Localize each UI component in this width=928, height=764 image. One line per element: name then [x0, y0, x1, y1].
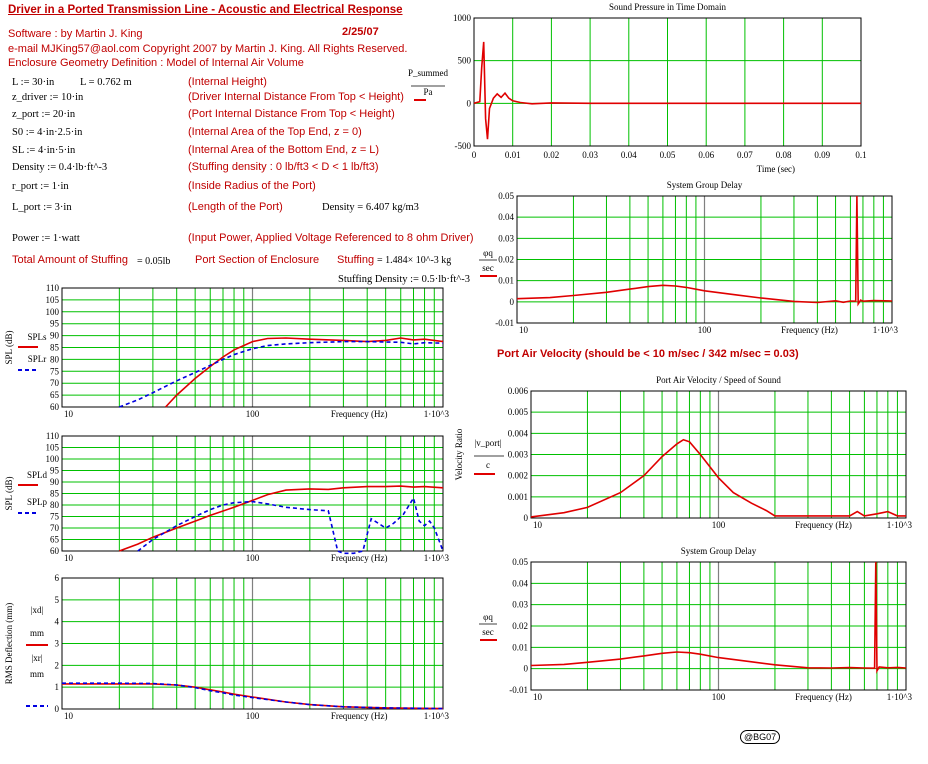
y-axis-label: SPL (dB)	[4, 330, 14, 365]
document-date: 2/25/07	[342, 26, 379, 38]
x-tick-label: 10	[64, 553, 73, 563]
legend-label: mm	[29, 669, 45, 679]
y-tick-label: 95	[50, 318, 59, 329]
x-tick-label: 0.1	[855, 150, 867, 160]
x-tick-label: 10	[519, 325, 528, 335]
param-value: Density = 6.407 kg/m3	[322, 202, 419, 213]
stuffing-label: Stuffing	[337, 254, 375, 266]
x-tick-label: 0.07	[737, 150, 753, 160]
y-tick-label: 0.03	[498, 233, 514, 244]
port-section-label: Port Section of Enclosure	[195, 254, 320, 266]
y-tick-label: 60	[50, 402, 59, 412]
total-stuffing-label: Total Amount of Stuffing	[12, 254, 128, 266]
y-tick-label: 0	[523, 663, 528, 674]
param-value: L = 0.762 m	[80, 77, 132, 88]
chart-spl_2	[4, 431, 449, 563]
y-axis-label: SPL (dB)	[4, 476, 14, 511]
y-tick-label: -500	[454, 141, 471, 151]
legend-label: |xr|	[31, 653, 43, 663]
y-tick-label: 0.03	[512, 599, 528, 610]
y-tick-label: 75	[50, 366, 59, 377]
x-axis-label: Time (sec)	[756, 164, 796, 174]
y-tick-label: 100	[45, 454, 59, 464]
x-axis-label: Frequency (Hz)	[330, 553, 388, 563]
y-tick-label: 0.006	[507, 386, 528, 396]
x-axis-label: Frequency (Hz)	[795, 692, 852, 702]
y-tick-label: 110	[45, 283, 59, 293]
y-tick-label: 0.05	[498, 191, 514, 201]
y-tick-label: 6	[54, 573, 59, 583]
legend-label: |xd|	[30, 605, 44, 615]
email-line: e-mail MJKing57@aol.com Copyright 2007 by Martin J. King. All Rights Reserved.	[8, 43, 408, 55]
y-tick-label: 80	[50, 354, 59, 365]
geometry-line: Enclosure Geometry Definition : Model of Internal Air Volume	[8, 57, 304, 69]
chart-rms_deflection	[4, 573, 449, 721]
y-tick-label: 85	[50, 342, 59, 353]
legend-label: P_summed	[407, 68, 449, 78]
y-tick-label: 0.04	[498, 212, 514, 223]
x-tick-label: 0.09	[814, 150, 831, 160]
x-tick-label: 0.06	[698, 150, 715, 160]
y-axis-label: Velocity Ratio	[454, 428, 464, 481]
chart-group_delay_1	[479, 180, 898, 335]
x-axis-label: Frequency (Hz)	[330, 711, 388, 721]
y-tick-label: 0.01	[498, 275, 514, 286]
x-tick-label: 100	[245, 711, 260, 721]
software-line: Software : by Martin J. King	[8, 28, 143, 40]
y-tick-label: 0.05	[512, 557, 528, 567]
param-description: (Inside Radius of the Port)	[188, 180, 316, 192]
y-tick-label: 4	[54, 616, 59, 627]
y-tick-label: 3	[54, 638, 59, 649]
chart-group_delay_2	[479, 546, 912, 702]
x-tick-label: 1·10^3	[423, 553, 449, 563]
param-expr: r_port := 1·in	[12, 181, 69, 192]
x-tick-label: 0.03	[582, 150, 598, 160]
y-tick-label: 100	[45, 306, 59, 317]
param-expr: L := 30·in	[12, 77, 55, 88]
series-line	[119, 342, 443, 407]
param-description: (Length of the Port)	[188, 201, 283, 213]
y-tick-label: 0.02	[512, 621, 528, 631]
y-tick-label: 0	[509, 296, 514, 307]
y-tick-label: 90	[50, 477, 59, 487]
y-tick-label: 0	[54, 704, 59, 714]
y-tick-label: 0.002	[507, 470, 528, 481]
param-description: (Stuffing density : 0 lb/ft3 < D < 1 lb/ft3)	[188, 161, 379, 173]
x-tick-label: 100	[711, 520, 726, 530]
y-tick-label: 95	[50, 465, 59, 476]
x-tick-label: 10	[533, 692, 542, 702]
legend-label: sec	[482, 627, 494, 637]
x-tick-label: 100	[697, 325, 712, 335]
y-tick-label: 0.01	[512, 642, 528, 653]
y-tick-label: 70	[50, 523, 59, 533]
x-tick-label: 100	[245, 553, 260, 563]
legend-label: |v_port|	[474, 438, 502, 448]
document-title: Driver in a Ported Transmission Line - Acoustic and Electrical Response	[8, 4, 403, 16]
legend-label: Pa	[423, 87, 433, 97]
param-description: (Input Power, Applied Voltage Referenced to 8 ohm Driver)	[188, 232, 474, 244]
total-stuffing-value: = 0.05lb	[137, 256, 171, 267]
x-axis-label: Frequency (Hz)	[781, 325, 838, 335]
y-tick-label: 105	[45, 442, 59, 453]
y-tick-label: 0	[523, 513, 528, 523]
y-tick-label: 0.02	[498, 254, 514, 265]
x-tick-label: 10	[533, 520, 542, 530]
x-tick-label: 1·10^3	[423, 409, 449, 419]
y-tick-label: 0	[466, 98, 471, 109]
param-expr: L_port := 3·in	[12, 202, 72, 213]
legend-label: c	[486, 460, 490, 470]
legend-label: SPLp	[26, 497, 48, 507]
x-axis-label: Frequency (Hz)	[330, 409, 388, 419]
y-tick-label: 1	[54, 682, 59, 693]
param-description: (Internal Area of the Bottom End, z = L)	[188, 144, 380, 156]
series-line	[119, 486, 443, 551]
legend-label: φq	[483, 248, 493, 258]
chart-port_velocity	[454, 375, 912, 530]
x-tick-label: 0	[471, 150, 477, 160]
stuffing-value: = 1.484× 10^-3 kg	[377, 255, 452, 266]
x-tick-label: 1·10^3	[886, 692, 912, 702]
legend-label: SPLr	[27, 354, 47, 364]
x-axis-label: Frequency (Hz)	[795, 520, 852, 530]
x-tick-label: 1·10^3	[872, 325, 898, 335]
param-description: (Port Internal Distance From Top < Height)	[188, 108, 395, 120]
x-tick-label: 10	[64, 409, 73, 419]
legend-label: mm	[29, 628, 45, 638]
y-tick-label: 90	[50, 330, 59, 341]
y-tick-label: 75	[50, 511, 59, 522]
chart-title: Sound Pressure in Time Domain	[608, 2, 727, 12]
param-expr: Power := 1·watt	[12, 233, 80, 244]
y-tick-label: 105	[45, 294, 59, 305]
y-tick-label: -0.01	[509, 685, 528, 695]
chart-sound_pressure	[408, 2, 867, 174]
y-tick-label: 110	[45, 431, 59, 441]
port-velocity-note: Port Air Velocity (should be < 10 m/sec / 342 m/sec = 0.03)	[497, 348, 799, 360]
y-tick-label: 0.005	[507, 407, 528, 418]
y-tick-label: 70	[50, 378, 59, 389]
param-description: (Internal Height)	[188, 76, 267, 88]
x-tick-label: 100	[711, 692, 726, 702]
y-tick-label: 0.001	[507, 491, 528, 502]
param-expr: z_driver := 10·in	[12, 92, 84, 103]
chart-title: Port Air Velocity / Speed of Sound	[656, 375, 781, 385]
y-tick-label: 85	[50, 488, 59, 499]
y-tick-label: 0.04	[512, 578, 528, 589]
x-tick-label: 1·10^3	[886, 520, 912, 530]
stuffing-density: Stuffing Density := 0.5·lb·ft^-3	[338, 274, 470, 285]
chart-title: System Group Delay	[680, 546, 757, 556]
x-tick-label: 1·10^3	[423, 711, 449, 721]
y-tick-label: 1000	[453, 13, 471, 23]
y-tick-label: 65	[50, 390, 59, 401]
param-expr: Density := 0.4·lb·ft^-3	[12, 162, 108, 173]
x-tick-label: 10	[64, 711, 73, 721]
y-tick-label: -0.01	[495, 318, 514, 328]
y-axis-label: RMS Deflection (mm)	[4, 602, 14, 685]
x-tick-label: 0.05	[659, 150, 676, 160]
param-description: (Internal Area of the Top End, z = 0)	[188, 126, 362, 138]
chart-title: System Group Delay	[666, 180, 743, 190]
y-tick-label: 65	[50, 534, 59, 545]
y-tick-label: 80	[50, 500, 59, 510]
y-tick-label: 500	[457, 55, 471, 66]
legend-label: φq	[483, 612, 493, 622]
legend-label: sec	[482, 263, 494, 273]
x-tick-label: 0.04	[620, 150, 637, 160]
y-tick-label: 0.003	[507, 449, 528, 460]
y-tick-label: 2	[54, 660, 59, 671]
y-tick-label: 5	[54, 594, 59, 605]
param-expr: z_port := 20·in	[12, 109, 76, 120]
copyright-stamp: @BG07	[740, 730, 780, 744]
x-tick-label: 100	[245, 409, 260, 419]
param-expr: SL := 4·in·5·in	[12, 145, 76, 156]
y-tick-label: 60	[50, 546, 59, 556]
y-tick-label: 0.004	[507, 428, 528, 439]
series-line	[166, 338, 443, 407]
legend-label: SPLs	[27, 332, 47, 342]
x-tick-label: 0.02	[543, 150, 560, 160]
x-tick-label: 0.01	[504, 150, 521, 160]
x-tick-label: 0.08	[775, 150, 792, 160]
legend-label: SPLd	[26, 470, 48, 480]
param-expr: S0 := 4·in·2.5·in	[12, 127, 83, 138]
chart-spl_1	[4, 283, 449, 419]
param-description: (Driver Internal Distance From Top < Height)	[188, 91, 404, 103]
